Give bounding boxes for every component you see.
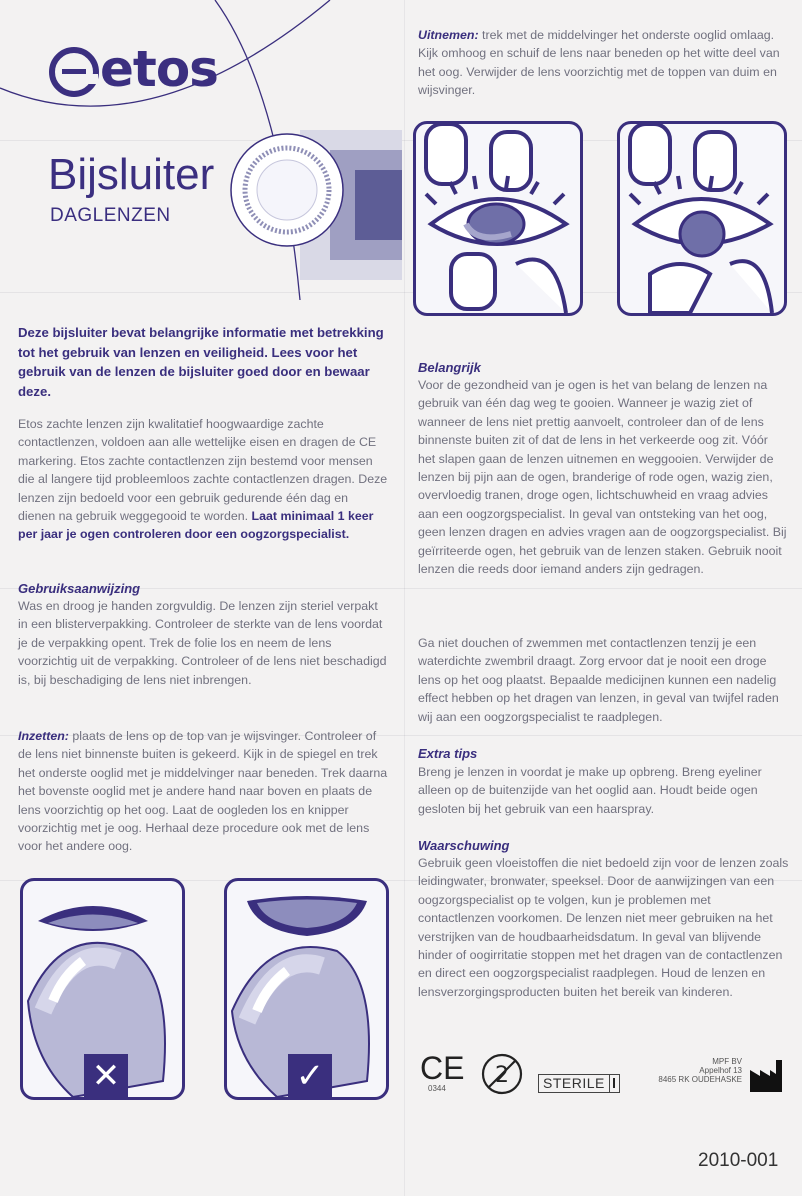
ce-number: 0344 — [428, 1084, 446, 1093]
lens-wrong-illustration — [20, 878, 185, 1100]
remove-text — [418, 26, 786, 100]
important-text: Voor de gezondheid van je ogen is het van belang de lenzen na gebruik van één dag weg te gooien. Wanneer je wazig ziet of wanneer de lens niet prettig aanvoelt, controleer dan of de lens binnenste buiten zit of dat de lens in het verkeerde oog zit. Vóór het slapen gaan de lenzen uitnemen en weggooien. Verwijder de lenzen bij pijn aan de ogen, branderige of rode ogen, wazig zien, overvloedig tranen, droge ogen, lichtschuwheid en vraag advies aan een oogzorgspecialist. In geval van ontsteking van het oog, geen lenzen dragen en advies vragen aan de oogzorgspecialist. Bij geïrriteerde ogen, het gebruik van de lenzen staken. Gebruik nooit lenzen die reeds door iemand anders zijn gedragen. — [418, 378, 787, 577]
insert-body: plaats de lens op de top van je wijsvinger. Controleer of de lens niet binnenste buiten is gekeerd. Kijk in de spiegel en trek het onderste ooglid met je middelvinger naar beneden. Trek daarna het bovenste ooglid met je andere hand naar boven en plaats de lens voorzichtig op het oog. Laat de oogleden los en knipper voorzichtig met je oog. Herhaal deze procedure ook met de lens voor het andere oog. — [18, 729, 388, 854]
insert-text — [18, 727, 390, 856]
intro-text: Deze bijsluiter bevat belangrijke informatie met betrekking tot het gebruik van lenzen en veiligheid. Lees voor het gebruik van de lenzen de bijsluiter goed door en bewaar deze. — [18, 325, 384, 399]
ce-logo: CE — [420, 1050, 465, 1086]
factory-icon — [748, 1058, 784, 1094]
lens-right-illustration — [224, 878, 389, 1100]
manufacturer-info — [640, 1057, 742, 1084]
tips-heading: Extra tips — [418, 746, 478, 761]
document-code: 2010-001 — [698, 1150, 779, 1171]
etos-logo — [48, 40, 218, 104]
tips-text: Breng je lenzen in voordat je make up opbreng. Breng eyeliner alleen op de buitenzijde van het ooglid aan. Houdt beide ogen gesloten bij het gebruik van een haarspray. — [418, 765, 762, 816]
eye-fingers-icon — [620, 124, 784, 313]
eye-fingers-icon — [416, 124, 580, 313]
sterile-indicator-icon — [610, 1074, 620, 1093]
eye-remove-illustration-1 — [413, 121, 583, 316]
logo-circle-icon — [48, 46, 100, 98]
svg-text:2: 2 — [495, 1063, 509, 1088]
remove-label: Uitnemen: — [418, 28, 479, 42]
do-not-reuse-icon — [480, 1052, 524, 1096]
warning-text: Gebruik geen vloeistoffen die niet bedoeld zijn voor de lenzen zoals leidingwater, bronwater, speeksel. Door de aanwijzingen van een oogzorgspecialist op te volgen, kun je problemen met contactlenzen voorkomen. De lenzen niet meer gebruiken na het verstrijken van de houdbaarheidsdatum. In geval van blijvende hinder of oogirritatie stoppen met het dragen van de contactlenzen en direct een oogzorgspecialist raadplegen. Houd de lenzen en lensverzorgingsproducten buiten het bereik van kinderen. — [418, 856, 789, 999]
usage-heading: Gebruiksaanwijzing — [18, 581, 141, 596]
logo-wordmark: etos — [100, 40, 218, 98]
ce-mark — [420, 1052, 464, 1093]
insert-label: Inzetten: — [18, 729, 69, 743]
sterile-symbol — [538, 1074, 620, 1093]
sterile-label: STERILE — [538, 1074, 610, 1093]
manufacturer-street: Appelhof 13 — [699, 1066, 742, 1075]
page-subtitle: DAGLENZEN — [50, 205, 171, 226]
right-badge: ✓ — [288, 1054, 332, 1098]
description-body: Etos zachte lenzen zijn kwalitatief hoogwaardige zachte contactlenzen, voldoen aan alle wettelijke eisen en dragen de CE markering. Etos zachte contactlenzen zijn bestemd voor mensen die al langere tijd probleemloos zachte contactlenzen dragen. Deze lenzen zijn bedoeld voor een gebruik gedurende één dag en dienen na gebruik weggegooid te worden. — [18, 417, 388, 524]
manufacturer-name: MPF BV — [712, 1057, 742, 1066]
important-heading: Belangrijk — [418, 360, 481, 375]
description-text — [18, 415, 388, 544]
wrong-badge: ✕ — [84, 1054, 128, 1098]
manufacturer-city: 8465 RK OUDEHASKE — [658, 1075, 742, 1084]
warning-heading: Waarschuwing — [418, 838, 510, 853]
water-text: Ga niet douchen of zwemmen met contactlenzen tenzij je een waterdichte zwembril draagt. Zorg ervoor dat je nooit een droge lens op het oog plaatst. Bepaalde medicijnen kunnen een nadelig effect hebben op het dragen van lenzen, in geval van twijfel raden wij aan een oogzorgspecialist te raadplegen. — [418, 636, 779, 724]
remove-body: trek met de middelvinger het onderste ooglid omlaag. Kijk omhoog en schuif de lens naar beneden op het witte deel van het oog. Verwijder de lens voorzichtig met de toppen van duim en wijsvinger. — [418, 28, 780, 98]
description-bold: Laat minimaal 1 keer per jaar je ogen controleren door een oogzorgspecialist. — [18, 509, 374, 542]
usage-text: Was en droog je handen zorgvuldig. De lenzen zijn steriel verpakt in een blisterverpakking. Controleer de sterkte van de lens voordat je de verpakking opent. Trek de folie los en neem de lens voorzichtig uit de verpakking. Controleer of de lens niet beschadigd is, bij beschadiging de lens niet inbrengen. — [18, 599, 387, 687]
eye-remove-illustration-2 — [617, 121, 787, 316]
page-title: Bijsluiter — [48, 150, 215, 199]
